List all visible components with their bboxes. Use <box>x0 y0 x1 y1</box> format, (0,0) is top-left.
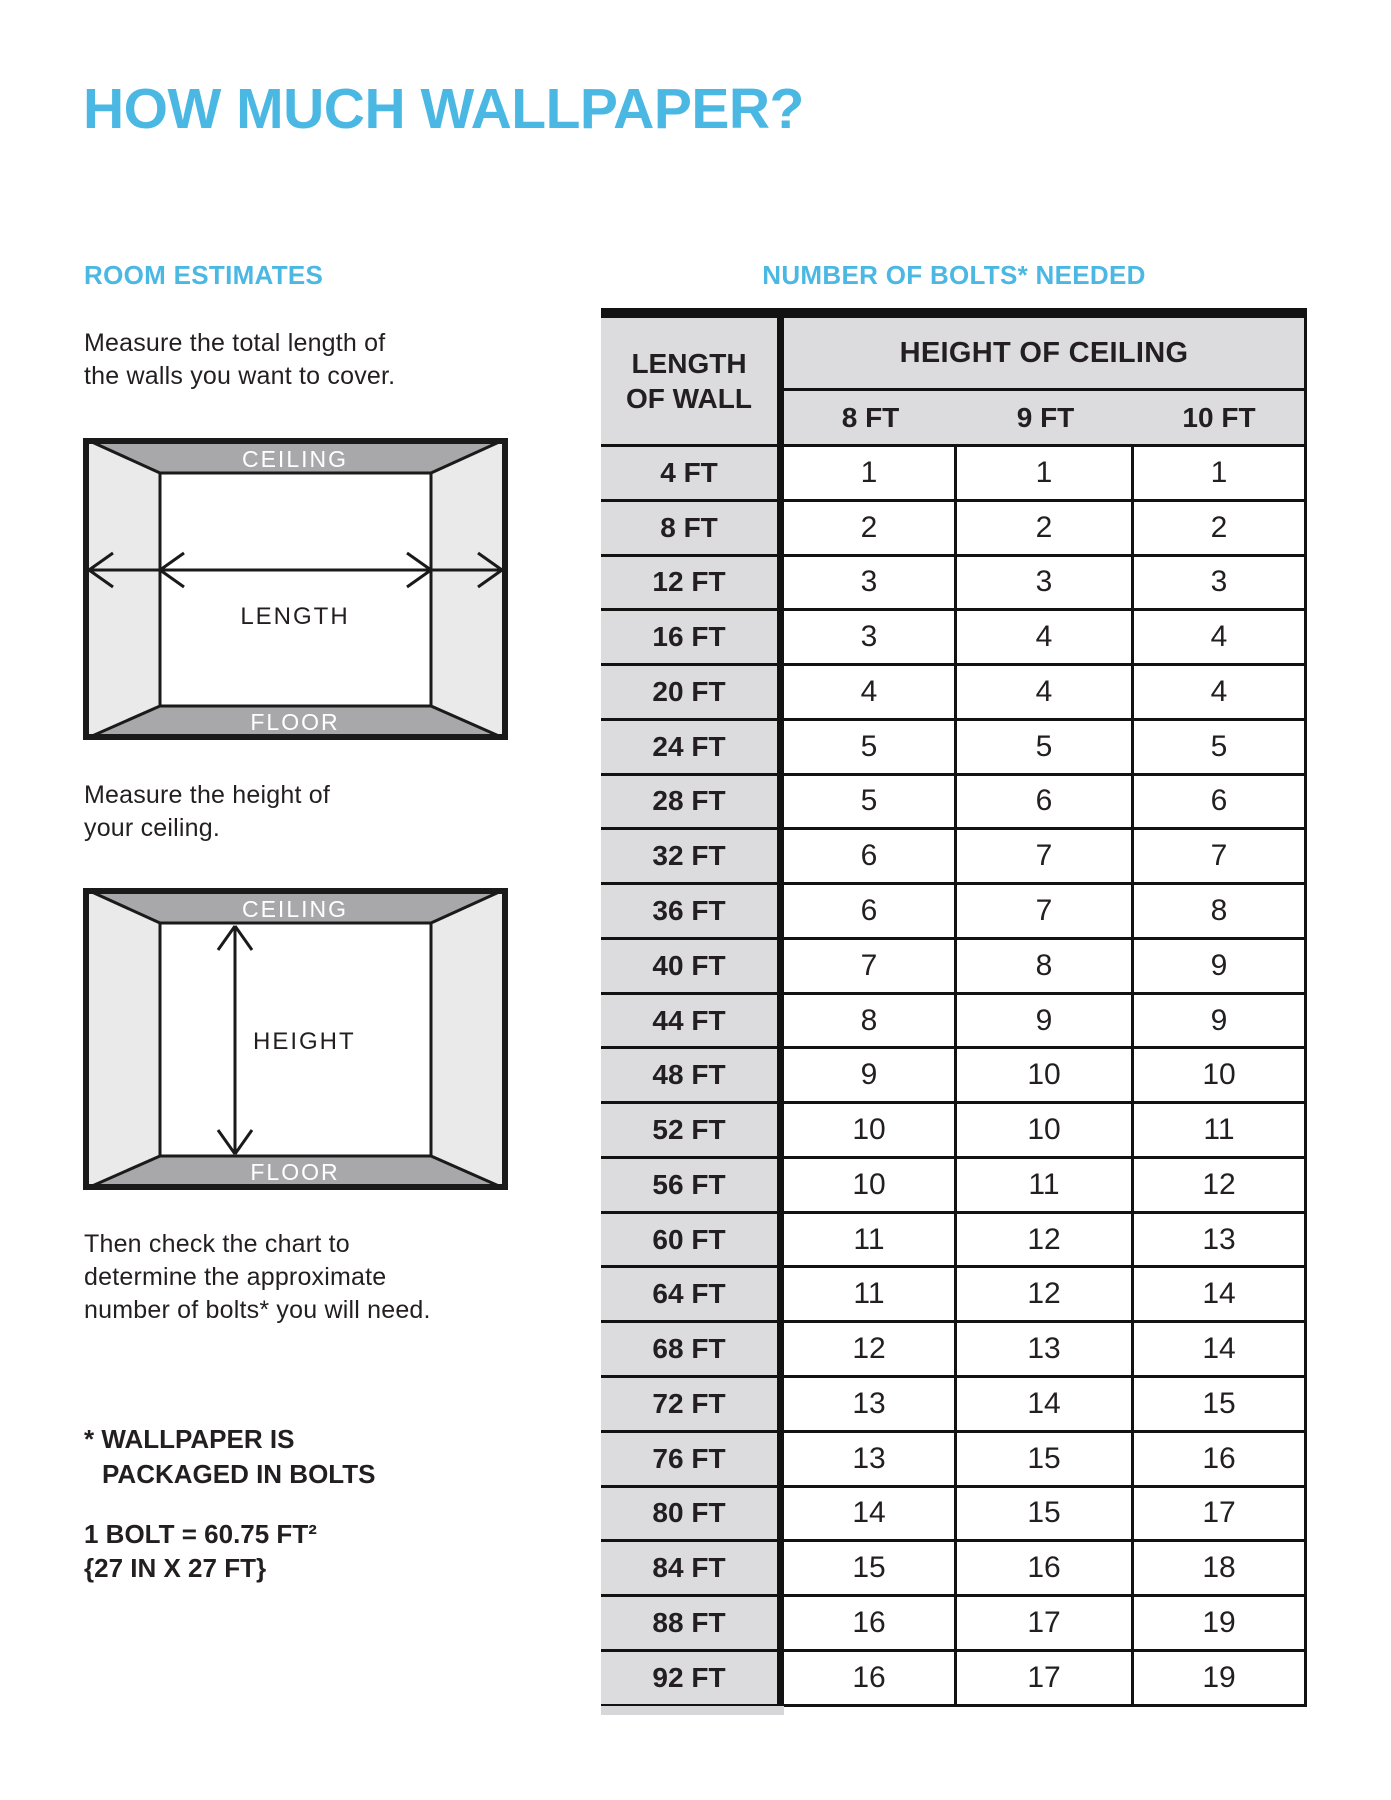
paragraph-line: your ceiling. <box>84 814 220 842</box>
bolt-count-cell: 4 <box>957 611 1134 666</box>
wall-length-row-label: 48 FT <box>601 1049 784 1104</box>
wall-length-row-label: 36 FT <box>601 885 784 940</box>
bolt-count-cell: 12 <box>957 1214 1134 1269</box>
table-top-border <box>601 308 1307 318</box>
bolt-count-cell: 7 <box>957 885 1134 940</box>
bolt-size-info <box>84 1517 317 1585</box>
bolt-count-cell: 6 <box>1134 776 1307 831</box>
bolt-count-cell: 14 <box>1134 1268 1307 1323</box>
bolt-count-cell: 17 <box>957 1597 1134 1652</box>
bolt-count-cell: 13 <box>784 1433 957 1488</box>
bolt-count-cell: 13 <box>957 1323 1134 1378</box>
bolt-count-cell: 10 <box>957 1049 1134 1104</box>
bolt-count-cell: 2 <box>1134 502 1307 557</box>
paragraph-line: Then check the chart to <box>84 1230 350 1258</box>
bolt-count-cell: 1 <box>1134 447 1307 502</box>
room-estimates-heading: ROOM ESTIMATES <box>84 260 324 290</box>
wall-length-row-label: 88 FT <box>601 1597 784 1652</box>
bolt-count-cell: 5 <box>957 721 1134 776</box>
left-wall-shape <box>83 438 160 740</box>
bolt-count-cell: 16 <box>784 1652 957 1707</box>
column-header-10ft: 10 FT <box>1134 391 1307 447</box>
length-label: LENGTH <box>240 603 350 630</box>
measure-height-paragraph <box>84 779 330 845</box>
left-wall-shape <box>83 888 160 1190</box>
row-header-line: OF WALL <box>626 383 752 414</box>
bolt-count-cell: 4 <box>957 666 1134 721</box>
wall-length-row-label: 68 FT <box>601 1323 784 1378</box>
bolt-count-cell: 10 <box>957 1104 1134 1159</box>
bolt-count-cell: 1 <box>784 447 957 502</box>
bolt-count-cell: 5 <box>784 776 957 831</box>
bolt-count-cell: 17 <box>1134 1488 1307 1543</box>
bolt-count-cell: 19 <box>1134 1597 1307 1652</box>
bolt-count-cell: 6 <box>784 885 957 940</box>
bolts-table-heading: NUMBER OF BOLTS* NEEDED <box>762 260 1146 290</box>
bolt-count-cell: 15 <box>957 1488 1134 1543</box>
wall-length-row-label: 8 FT <box>601 502 784 557</box>
wallpaper-bolts-footnote <box>84 1422 375 1492</box>
bolt-count-cell: 18 <box>1134 1542 1307 1597</box>
wall-length-row-label: 84 FT <box>601 1542 784 1597</box>
bolt-count-cell: 11 <box>784 1268 957 1323</box>
bolt-count-cell: 5 <box>784 721 957 776</box>
bolt-count-cell: 8 <box>1134 885 1307 940</box>
floor-label: FLOOR <box>250 1159 340 1185</box>
bolts-needed-table <box>601 318 1307 1707</box>
right-wall-shape <box>431 438 508 740</box>
bolt-count-cell: 10 <box>784 1159 957 1214</box>
right-wall-shape <box>431 888 508 1190</box>
wall-length-row-label: 64 FT <box>601 1268 784 1323</box>
bolt-count-cell: 13 <box>784 1378 957 1433</box>
bolt-count-cell: 13 <box>1134 1214 1307 1269</box>
bolt-count-cell: 3 <box>784 557 957 612</box>
bolt-count-cell: 3 <box>957 557 1134 612</box>
bolt-count-cell: 17 <box>957 1652 1134 1707</box>
bolt-count-cell: 10 <box>1134 1049 1307 1104</box>
bolt-count-cell: 9 <box>1134 995 1307 1050</box>
paragraph-line: number of bolts* you will need. <box>84 1296 431 1324</box>
bolt-count-cell: 9 <box>784 1049 957 1104</box>
bolt-count-cell: 16 <box>1134 1433 1307 1488</box>
room-length-diagram <box>83 438 508 740</box>
wall-length-row-label: 20 FT <box>601 666 784 721</box>
bolt-count-cell: 2 <box>784 502 957 557</box>
bolt-count-cell: 12 <box>784 1323 957 1378</box>
bolt-count-cell: 14 <box>784 1488 957 1543</box>
bolt-count-cell: 16 <box>784 1597 957 1652</box>
check-chart-paragraph <box>84 1228 431 1327</box>
table-shadow <box>601 1706 784 1715</box>
paragraph-line: Measure the total length of <box>84 329 386 357</box>
bolt-info-line: {27 IN X 27 FT} <box>84 1553 267 1583</box>
bolt-count-cell: 8 <box>957 940 1134 995</box>
wall-length-row-label: 76 FT <box>601 1433 784 1488</box>
bolt-count-cell: 9 <box>957 995 1134 1050</box>
bolt-count-cell: 11 <box>1134 1104 1307 1159</box>
paragraph-line: the walls you want to cover. <box>84 362 396 390</box>
bolt-count-cell: 14 <box>1134 1323 1307 1378</box>
bolt-count-cell: 5 <box>1134 721 1307 776</box>
measure-length-paragraph <box>84 327 395 393</box>
column-header-8ft: 8 FT <box>784 391 957 447</box>
row-header-cell <box>601 318 784 447</box>
bolt-count-cell: 8 <box>784 995 957 1050</box>
column-header-9ft: 9 FT <box>957 391 1134 447</box>
floor-label: FLOOR <box>250 709 340 735</box>
bolt-count-cell: 16 <box>957 1542 1134 1597</box>
ceiling-label: CEILING <box>241 896 349 922</box>
bolt-count-cell: 1 <box>957 447 1134 502</box>
bolt-count-cell: 15 <box>1134 1378 1307 1433</box>
wall-length-row-label: 28 FT <box>601 776 784 831</box>
bolt-count-cell: 6 <box>784 830 957 885</box>
ceiling-height-diagram <box>83 888 508 1190</box>
wall-length-row-label: 32 FT <box>601 830 784 885</box>
column-group-header: HEIGHT OF CEILING <box>784 318 1307 391</box>
ceiling-label: CEILING <box>241 446 349 472</box>
bolt-count-cell: 2 <box>957 502 1134 557</box>
bolt-count-cell: 4 <box>1134 611 1307 666</box>
bolt-count-cell: 6 <box>957 776 1134 831</box>
bolt-count-cell: 7 <box>1134 830 1307 885</box>
bolt-count-cell: 4 <box>1134 666 1307 721</box>
height-label: HEIGHT <box>253 1028 356 1055</box>
back-wall <box>160 473 431 706</box>
bolt-count-cell: 3 <box>1134 557 1307 612</box>
wall-length-row-label: 12 FT <box>601 557 784 612</box>
wall-length-row-label: 24 FT <box>601 721 784 776</box>
wall-length-row-label: 72 FT <box>601 1378 784 1433</box>
bolt-count-cell: 12 <box>957 1268 1134 1323</box>
footnote-line: * WALLPAPER IS <box>84 1424 295 1454</box>
wall-length-row-label: 80 FT <box>601 1488 784 1543</box>
bolt-count-cell: 10 <box>784 1104 957 1159</box>
wall-length-row-label: 52 FT <box>601 1104 784 1159</box>
footnote-line: PACKAGED IN BOLTS <box>102 1459 376 1489</box>
bolt-count-cell: 9 <box>1134 940 1307 995</box>
bolt-count-cell: 3 <box>784 611 957 666</box>
paragraph-line: Measure the height of <box>84 781 331 809</box>
wall-length-row-label: 40 FT <box>601 940 784 995</box>
bolt-count-cell: 12 <box>1134 1159 1307 1214</box>
bolt-count-cell: 7 <box>957 830 1134 885</box>
bolt-count-cell: 15 <box>957 1433 1134 1488</box>
bolt-count-cell: 15 <box>784 1542 957 1597</box>
wall-length-row-label: 60 FT <box>601 1214 784 1269</box>
wall-length-row-label: 56 FT <box>601 1159 784 1214</box>
page-title: HOW MUCH WALLPAPER? <box>83 77 804 141</box>
bolt-count-cell: 19 <box>1134 1652 1307 1707</box>
bolt-count-cell: 14 <box>957 1378 1134 1433</box>
paragraph-line: determine the approximate <box>84 1263 387 1291</box>
bolt-count-cell: 4 <box>784 666 957 721</box>
bolt-count-cell: 11 <box>957 1159 1134 1214</box>
row-header-line: LENGTH <box>631 348 747 379</box>
bolt-count-cell: 7 <box>784 940 957 995</box>
wall-length-row-label: 4 FT <box>601 447 784 502</box>
wall-length-row-label: 92 FT <box>601 1652 784 1707</box>
wall-length-row-label: 44 FT <box>601 995 784 1050</box>
wall-length-row-label: 16 FT <box>601 611 784 666</box>
bolt-info-line: 1 BOLT = 60.75 FT² <box>84 1519 317 1549</box>
bolt-count-cell: 11 <box>784 1214 957 1269</box>
